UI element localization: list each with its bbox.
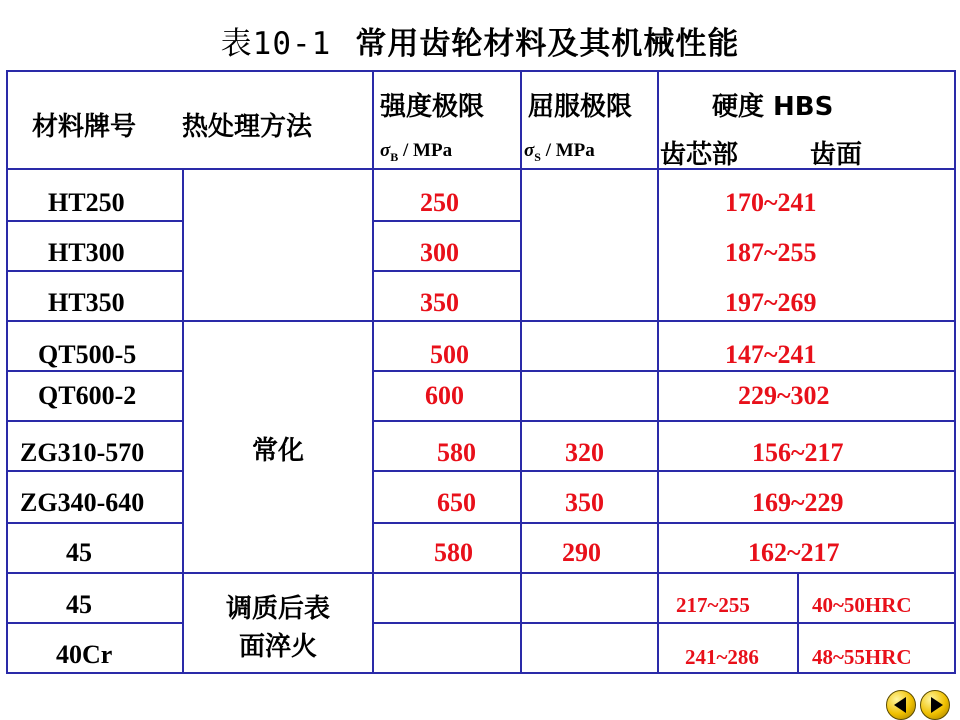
- row-divider: [374, 470, 956, 472]
- row-divider: [6, 420, 182, 422]
- header-tensile-unit: [380, 140, 452, 165]
- row-divider: [374, 522, 956, 524]
- hardness-cell: 169~229: [752, 488, 844, 517]
- tensile-cell: 300: [420, 238, 459, 267]
- yield-cell: 290: [562, 538, 601, 567]
- col-divider: [372, 70, 374, 674]
- triangle-left-icon: [894, 697, 906, 713]
- material-cell: ZG310-570: [20, 438, 145, 467]
- tensile-cell: 350: [420, 288, 459, 317]
- header-core: 齿芯部: [660, 140, 739, 170]
- hardness-cell: 147~241: [725, 340, 817, 369]
- treatment-quench: [184, 590, 372, 666]
- table-border-right: [954, 70, 956, 674]
- hardness-cell: 197~269: [725, 288, 817, 317]
- header-hardness: 硬度 HBS: [712, 92, 834, 122]
- row-divider: [6, 622, 182, 624]
- hardness-cell: 170~241: [725, 188, 817, 217]
- hardness-cell: 162~217: [748, 538, 840, 567]
- next-slide-button[interactable]: [920, 690, 950, 720]
- tensile-cell: 650: [437, 488, 476, 517]
- material-cell: 45: [66, 538, 92, 567]
- material-cell: 40Cr: [56, 640, 113, 669]
- subscript: B: [390, 149, 399, 164]
- row-divider: [374, 270, 522, 272]
- tensile-cell: 500: [430, 340, 469, 369]
- treatment-quench-line1: 调质后表: [225, 594, 330, 624]
- header-yield: 屈服极限: [528, 92, 633, 122]
- header-tensile: 强度极限: [380, 92, 485, 122]
- material-cell: 45: [66, 590, 92, 619]
- surface-hardness-cell: 48~55HRC: [812, 645, 912, 669]
- core-hardness-cell: 217~255: [676, 593, 750, 617]
- row-divider: [6, 220, 182, 222]
- header-material: 材料牌号: [32, 112, 137, 142]
- unit: / MPa: [540, 140, 595, 161]
- surface-hardness-cell: 40~50HRC: [812, 593, 912, 617]
- row-divider: [374, 420, 956, 422]
- tensile-cell: 250: [420, 188, 459, 217]
- sigma-symbol: σ: [380, 140, 391, 161]
- previous-slide-button[interactable]: [886, 690, 916, 720]
- table-border-left: [6, 70, 8, 674]
- header-treatment: 热处理方法: [182, 112, 313, 142]
- material-cell: QT500-5: [38, 340, 137, 369]
- page-title: [0, 18, 960, 63]
- treatment-quench-line2: 面淬火: [238, 632, 317, 662]
- row-divider: [6, 370, 182, 372]
- material-cell: HT250: [48, 188, 125, 217]
- table-title: 常用齿轮材料及其机械性能: [355, 26, 740, 62]
- subscript: S: [534, 149, 541, 164]
- yield-cell: 350: [565, 488, 604, 517]
- row-divider: [374, 220, 522, 222]
- material-cell: QT600-2: [38, 381, 137, 410]
- col-divider: [657, 70, 659, 674]
- table-border-top: [6, 70, 956, 72]
- row-divider: [6, 572, 956, 574]
- core-hardness-cell: 241~286: [685, 645, 759, 669]
- hardness-cell: 187~255: [725, 238, 817, 267]
- yield-cell: 320: [565, 438, 604, 467]
- material-cell: ZG340-640: [20, 488, 145, 517]
- sigma-symbol: σ: [524, 140, 535, 161]
- material-cell: HT350: [48, 288, 125, 317]
- row-divider: [6, 270, 182, 272]
- table-number: 表10-1: [220, 26, 332, 62]
- row-divider: [6, 470, 182, 472]
- row-divider: [6, 522, 182, 524]
- triangle-right-icon: [931, 697, 943, 713]
- table-border-bottom: [6, 672, 956, 674]
- treatment-normalize: 常化: [251, 436, 304, 466]
- header-surface: 齿面: [810, 140, 863, 170]
- tensile-cell: 600: [425, 381, 464, 410]
- row-divider: [374, 622, 956, 624]
- hardness-cell: 229~302: [738, 381, 830, 410]
- material-cell: HT300: [48, 238, 125, 267]
- hardness-cell: 156~217: [752, 438, 844, 467]
- tensile-cell: 580: [437, 438, 476, 467]
- tensile-cell: 580: [434, 538, 473, 567]
- col-divider: [520, 70, 522, 674]
- row-divider: [374, 370, 956, 372]
- unit: / MPa: [398, 140, 453, 161]
- row-divider: [6, 320, 956, 322]
- header-yield-unit: [524, 140, 595, 165]
- col-divider: [797, 572, 799, 674]
